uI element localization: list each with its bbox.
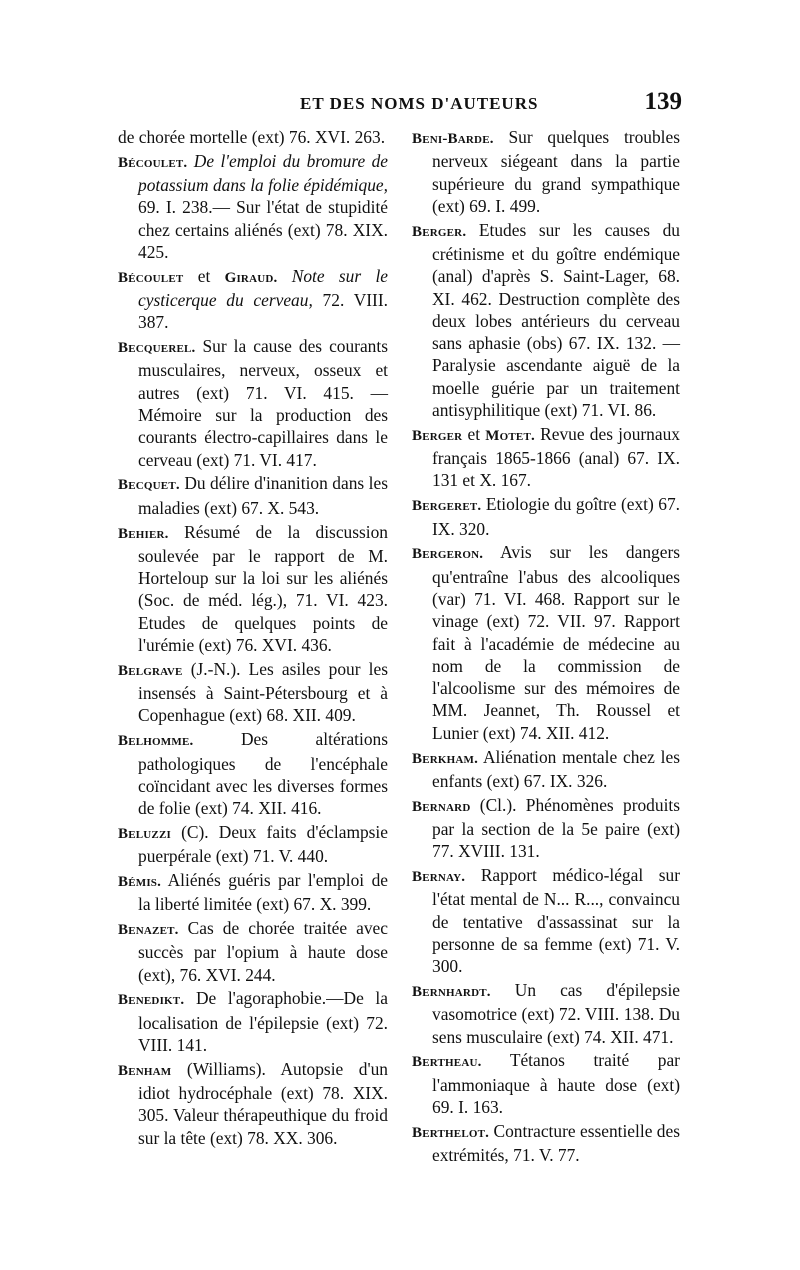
coauthor-name: Giraud. xyxy=(224,269,278,286)
entry-text: Des altérations pathologiques de l'encéphale coïncidant avec les diverses formes de folie (ext) 74. XII. 416. xyxy=(138,729,388,819)
index-entry xyxy=(412,864,680,977)
running-header xyxy=(0,88,800,118)
index-entry xyxy=(412,794,680,863)
index-entry xyxy=(118,728,388,819)
index-entry xyxy=(118,126,388,148)
entry-connector: et xyxy=(467,423,486,444)
author-name: Berkham. xyxy=(412,750,479,767)
running-title: ET DES NOMS D'AUTEURS xyxy=(300,94,539,113)
author-name: Becquerel. xyxy=(118,340,196,357)
index-entry xyxy=(118,821,388,868)
entry-text: (Williams). Autopsie d'un idiot hydrocéphale (ext) 78. XIX. 305. Valeur thérapeuthique du froid sur la tête (ext) 78. XX. 306. xyxy=(138,1058,388,1148)
work-title: Note sur le cysticerque du cerveau, xyxy=(138,265,388,311)
index-entry xyxy=(118,917,388,986)
entry-text: Cas de chorée traitée avec succès par l'opium à haute dose (ext), 76. XVI. 244. xyxy=(138,918,388,985)
author-name: Berthelot. xyxy=(412,1124,490,1141)
entry-text: (Cl.). Phénomènes produits par la section de la 5e paire (ext) 77. XVIII. 131. xyxy=(432,794,680,862)
author-name: Bernay. xyxy=(412,869,466,885)
index-entry xyxy=(412,1120,680,1167)
coauthor-name: Motet. xyxy=(485,427,535,444)
entry-text: Etiologie du goître (ext) 67. IX. 320. xyxy=(432,494,680,539)
entry-text: Sur quelques troubles nerveux siégeant dans la partie supérieure du grand sympathique (ext) 69. I. 499. xyxy=(432,127,680,216)
index-entry xyxy=(412,126,680,217)
entry-text: 72. VIII. 387. xyxy=(138,290,388,333)
author-name: Bernhardt. xyxy=(412,983,491,1000)
index-entry xyxy=(412,1049,680,1118)
author-name: Benedikt. xyxy=(118,992,185,1009)
index-entry xyxy=(412,493,680,540)
entry-text: Tétanos traité par l'ammoniaque à haute dose (ext) 69. I. 163. xyxy=(432,1050,680,1117)
author-name: Benham xyxy=(118,1062,172,1079)
entry-connector: et xyxy=(197,265,225,286)
author-name: Belgrave xyxy=(118,662,183,679)
entry-text: Un cas d'épilepsie vasomotrice (ext) 72. VIII. 138. Du sens musculaire (ext) 74. XII. 471. xyxy=(432,979,680,1047)
entry-text: Résumé de la discussion soulevée par le rapport de M. Horteloup sur la loi sur les aliénés (Soc. de méd. lég.), 71. VI. 423. Etudes de quelques points de l'urémie (ext) 76. XVI. 436. xyxy=(138,521,388,656)
index-entry xyxy=(118,987,388,1056)
entry-text: Revue des journaux français 1865-1866 (anal) 67. IX. 131 et X. 167. xyxy=(432,423,680,491)
work-title: De l'emploi du bromure de potassium dans la folie épidémique, xyxy=(138,150,388,196)
entry-text: Etudes sur les causes du crétinisme et du goître endémique (anal) d'après S. Saint-Lager, 68. XI. 462. Destruction complète des deux lobes antérieurs du cerveau sans aphasie (obs) 67. IX. 132. — Paralysie ascendante aiguë de la moelle guérie par un traitement antisyphilitique (ext) 71. VI. 86. xyxy=(432,219,680,421)
author-name: Berger. xyxy=(412,223,467,240)
entry-text: Sur la cause des courants musculaires, nerveux, osseux et autres (ext) 71. VI. 415. — Mémoire sur la production des courants électro-capillaires dans le cerveau (ext) 71. VI. 417. xyxy=(138,336,388,470)
author-name: Bécoulet xyxy=(118,269,184,286)
author-name: Belhomme. xyxy=(118,733,194,750)
entry-text: (C). Deux faits d'éclampsie puerpérale (ext) 71. V. 440. xyxy=(138,821,388,867)
author-name: Berger xyxy=(412,427,463,444)
author-name: Benazet. xyxy=(118,922,179,939)
author-name: Bécoulet. xyxy=(118,154,188,171)
index-entry xyxy=(118,1058,388,1149)
entry-text: Contracture essentielle des extrémités, 71. V. 77. xyxy=(432,1120,680,1166)
entry-text: 69. I. 238.— Sur l'état de stupidité chez certains aliénés (ext) 78. XIX. 425. xyxy=(138,197,388,262)
entry-text: Rapport médico-légal sur l'état mental de N... R..., convaincu de tentative d'assassinat sur la personne de sa femme (ext) 71. V. 300. xyxy=(432,865,680,977)
index-entry xyxy=(412,746,680,793)
entry-text: Aliénation mentale chez les enfants (ext) 67. IX. 326. xyxy=(432,746,680,791)
author-name: Beni-Barde. xyxy=(412,131,494,147)
entry-text: De l'agoraphobie.—De la localisation de l'épilepsie (ext) 72. VIII. 141. xyxy=(138,988,388,1056)
right-column xyxy=(412,126,680,1168)
index-entry xyxy=(118,150,388,263)
author-name: Bernard xyxy=(412,798,471,815)
entry-text: Aliénés guéris par l'emploi de la liberté limitée (ext) 67. X. 399. xyxy=(138,870,388,915)
index-entry xyxy=(118,521,388,657)
index-entry xyxy=(118,265,388,334)
entry-text: Du délire d'inanition dans les maladies (ext) 67. X. 543. xyxy=(138,473,388,518)
author-name: Beluzzi xyxy=(118,825,171,842)
left-column xyxy=(118,126,388,1151)
author-name: Becquet. xyxy=(118,477,180,494)
index-entry xyxy=(118,472,388,519)
author-name: Behier. xyxy=(118,525,169,542)
index-entry xyxy=(412,541,680,744)
index-entry xyxy=(118,869,388,916)
author-name: Bergeron. xyxy=(412,546,484,563)
entry-text: (J.-N.). Les asiles pour les insensés à Saint-Pétersbourg et à Copenhague (ext) 68. XII. 409. xyxy=(138,658,389,726)
entry-text: Avis sur les dangers qu'entraîne l'abus des alcooliques (var) 71. VI. 468. Rapport sur le vinage (ext) 72. VII. 97. Rapport fait à l'académie de médecine au nom de la commission de l'alcoolisme sur des mémoires de MM. Jeannet, Th. Roussel et Lunier (ext) 74. XII. 412. xyxy=(432,542,681,743)
entry-text: de chorée mortelle (ext) 76. XVI. 263. xyxy=(118,127,386,147)
index-entry xyxy=(412,979,680,1048)
author-name: Bertheau. xyxy=(412,1054,482,1071)
page-number: 139 xyxy=(644,88,682,115)
author-name: Bergeret. xyxy=(412,498,482,515)
index-entry xyxy=(412,423,680,492)
author-name: Bémis. xyxy=(118,874,162,890)
index-entry xyxy=(118,658,388,727)
index-entry xyxy=(118,335,388,471)
index-entry xyxy=(412,219,680,422)
